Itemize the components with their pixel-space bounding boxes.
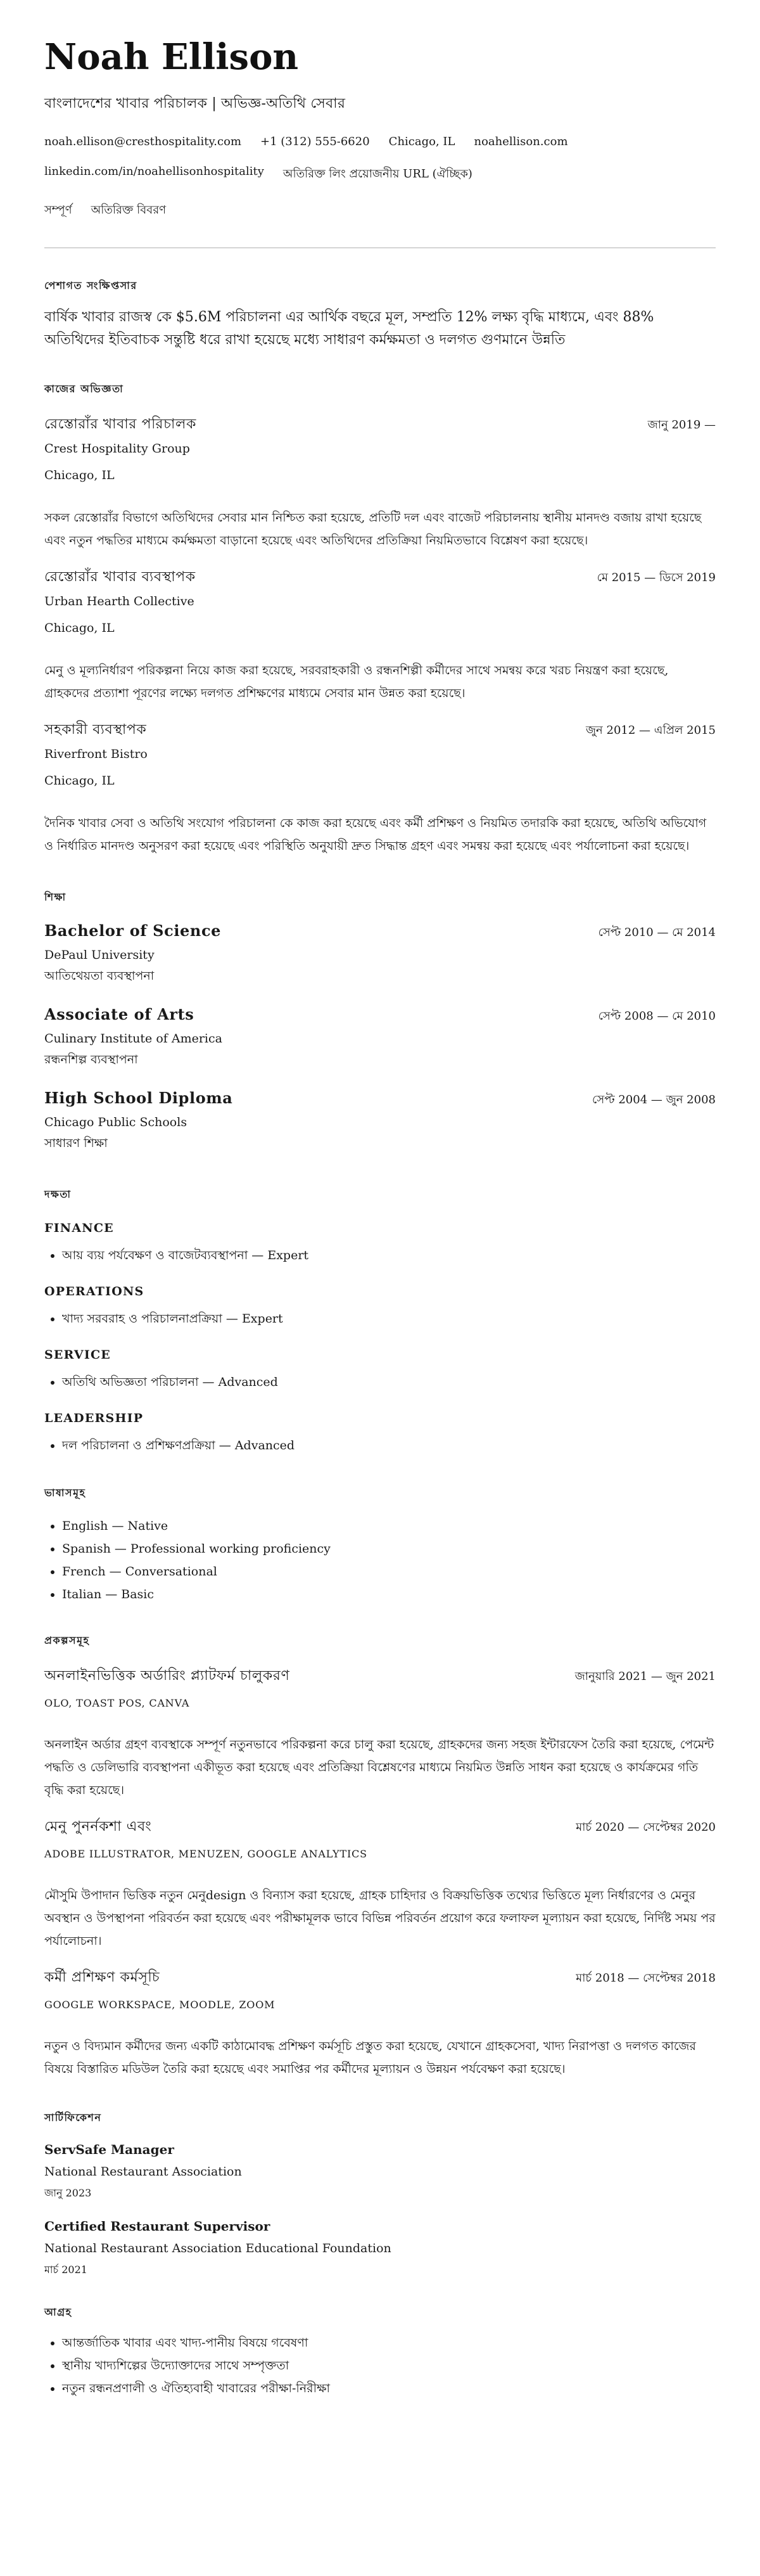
- skill-group: [44, 1285, 716, 1330]
- certification-entry: [44, 2142, 716, 2202]
- project-tech: ADOBE ILLUSTRATOR, MENUZEN, GOOGLE ANALYTICS: [44, 1848, 367, 1860]
- language-item: • English — Native: [62, 1515, 716, 1537]
- school-name: Chicago Public Schools: [44, 1115, 187, 1129]
- project-dates: মার্চ 2018 — সেপ্টেম্বর 2018: [576, 1971, 716, 1985]
- languages-heading: ভাষাসমূহ: [44, 1487, 86, 1499]
- company-name: Riverfront Bistro: [44, 747, 148, 761]
- field-of-study: সাধারণ শিক্ষা: [44, 1136, 108, 1150]
- project-entry: [44, 1816, 716, 1952]
- email-link[interactable]: noah.ellison@cresthospitality.com: [44, 135, 242, 148]
- field-of-study: রন্ধনশিল্প ব্যবস্থাপনা: [44, 1053, 138, 1067]
- company-name: Crest Hospitality Group: [44, 442, 190, 456]
- projects-section: [44, 1632, 716, 2080]
- skills-section: [44, 1186, 716, 1457]
- education-dates: সেপ্ট 2008 — মে 2010: [598, 1009, 716, 1023]
- phone-text: +1 (312) 555-6620: [260, 135, 370, 148]
- certification-org: National Restaurant Association Educational Foundation: [44, 2241, 391, 2255]
- header-divider: [44, 247, 716, 248]
- job-title: রেস্তোরাঁর খাবার পরিচালক: [44, 416, 196, 432]
- skill-group: [44, 1411, 716, 1457]
- skill-item: • খাদ্য সরবরাহ ও পরিচালনাপ্রক্রিয়া — Expert: [62, 1307, 716, 1330]
- contact-row-secondary: [44, 165, 716, 184]
- skill-item: • আয় ব্যয় পর্যবেক্ষণ ও বাজেটব্যবস্থাপনা — Expert: [62, 1244, 716, 1267]
- project-name: মেনু পুনর্নকশা এবং: [44, 1819, 152, 1835]
- experience-heading: কাজের অভিজ্ঞতা: [44, 383, 124, 395]
- skill-item: • অতিথি অভিজ্ঞতা পরিচালনা — Advanced: [62, 1371, 716, 1394]
- contact-row-tertiary: [44, 201, 716, 221]
- language-item: • Spanish — Professional working proficiency: [62, 1537, 716, 1560]
- education-entry: [44, 1089, 716, 1155]
- job-location: Chicago, IL: [44, 468, 115, 482]
- school-name: DePaul University: [44, 948, 155, 962]
- job-location: Chicago, IL: [44, 774, 115, 788]
- summary-heading: পেশাগত সংক্ষিপ্তসার: [44, 279, 137, 292]
- certification-org: National Restaurant Association: [44, 2165, 242, 2179]
- school-name: Culinary Institute of America: [44, 1032, 222, 1046]
- experience-entry: [44, 719, 716, 857]
- interests-heading: আগ্রহ: [44, 2306, 72, 2318]
- language-item: • Italian — Basic: [62, 1583, 716, 1606]
- experience-entry: [44, 566, 716, 705]
- job-description: সকল রেস্তোরাঁর বিভাগে অতিথিদের সেবার মান নিশ্চিত করা হয়েছে, প্রতিটি দল এবং বাজেট পরিচালনায় স্থানীয় মানদণ্ড বজায় রাখা হয়েছে এবং নতুন পদ্ধতির মাধ্যমে কর্মক্ষমতা বাড়ানো হয়েছে এবং অতিথিদের প্রতিক্রিয়া নিয়মিতভাবে বিশ্লেষণ করা হয়েছে।: [44, 511, 702, 548]
- project-description: অনলাইন অর্ডার গ্রহণ ব্যবস্থাকে সম্পূর্ণ নতুনভাবে পরিকল্পনা করে চালু করা হয়েছে, গ্রাহকদের জন্য সহজ ইন্টারফেস তৈরি করা হয়েছে, পেমেন্ট পদ্ধতি ও ডেলিভারি ব্যবস্থাপনা একীভূত করা হয়েছে এবং প্রতিক্রিয়া বিশ্লেষণের মাধ্যমে নিয়মিত উন্নতি সাধন করা হয়েছে ও কার্যক্রমের গতি বৃদ্ধি করা হয়েছে।: [44, 1738, 714, 1797]
- certification-date: মার্চ 2021: [44, 2264, 87, 2276]
- projects-heading: প্রকল্পসমূহ: [44, 1634, 90, 1646]
- education-dates: সেপ্ট 2010 — মে 2014: [598, 926, 716, 939]
- degree-name: Bachelor of Science: [44, 921, 222, 940]
- project-dates: জানুয়ারি 2021 — জুন 2021: [574, 1670, 716, 1683]
- skill-item: • দল পরিচালনা ও প্রশিক্ষণপ্রক্রিয়া — Advanced: [62, 1434, 716, 1457]
- job-dates: জানু 2019 —: [647, 418, 716, 432]
- project-name: অনলাইনভিত্তিক অর্ডারিং প্ল্যাটফর্ম চালুকরণ: [44, 1668, 290, 1684]
- certifications-heading: সার্টিফিকেশন: [44, 2111, 102, 2124]
- skill-category: OPERATIONS: [44, 1285, 144, 1298]
- job-location: Chicago, IL: [44, 621, 115, 635]
- education-section: [44, 889, 716, 1155]
- project-description: নতুন ও বিদ্যমান কর্মীদের জন্য একটি কাঠামোবদ্ধ প্রশিক্ষণ কর্মসূচি প্রস্তুত করা হয়েছে, যেখানে গ্রাহকসেবা, খাদ্য নিরাপত্তা ও দলগত কাজের বিষয়ে বিস্তারিত মডিউল তৈরি করা হয়েছে এবং সমাপ্তির পর কর্মীদের মূল্যায়ন ও উন্নয়ন পর্যবেক্ষণ করা হয়েছে।: [44, 2039, 696, 2076]
- skill-group: [44, 1348, 716, 1394]
- certification-entry: [44, 2219, 716, 2279]
- project-description: মৌসুমি উপাদান ভিত্তিক নতুন মেনুdesign ও বিন্যাস করা হয়েছে, গ্রাহক চাহিদার ও বিক্রয়ভিত্তিক তথ্যের ভিত্তিতে মূল্য নির্ধারণের ও মেনুর অবস্থান ও উপস্থাপনা পরিবর্তন করা হয়েছে এবং পরীক্ষামূলক ভাবে বিভিন্ন পরিবর্তন প্রয়োগ করে ফলাফল মূল্যায়ন করা হয়েছে, নির্দিষ্ট সময় পর পর্যালোচনা।: [44, 1888, 716, 1948]
- education-entry: [44, 1005, 716, 1071]
- skill-group: [44, 1221, 716, 1267]
- linkedin-link[interactable]: linkedin.com/in/noahellisonhospitality: [44, 165, 264, 178]
- experience-section: [44, 381, 716, 857]
- company-name: Urban Hearth Collective: [44, 594, 194, 608]
- project-tech: OLO, TOAST POS, CANVA: [44, 1697, 190, 1709]
- interest-item: • আন্তর্জাতিক খাবার এবং খাদ্য-পানীয় বিষয়ে গবেষণা: [62, 2331, 716, 2354]
- interest-item: • নতুন রন্ধনপ্রণালী ও ঐতিহ্যবাহী খাবারের পরীক্ষা-নিরীক্ষা: [62, 2377, 716, 2400]
- headline: বাংলাদেশের খাবার পরিচালক | অভিজ্ঞ-অতিথি সেবার: [44, 96, 346, 112]
- certification-name: Certified Restaurant Supervisor: [44, 2219, 270, 2234]
- extra-detail-2: অতিরিক্ত বিবরণ: [91, 203, 167, 217]
- contact-row-primary: [44, 135, 716, 148]
- language-item: • French — Conversational: [62, 1560, 716, 1583]
- education-dates: সেপ্ট 2004 — জুন 2008: [592, 1093, 716, 1106]
- project-tech: GOOGLE WORKSPACE, MOODLE, ZOOM: [44, 1999, 276, 2011]
- certification-name: ServSafe Manager: [44, 2142, 174, 2157]
- education-heading: শিক্ষা: [44, 891, 66, 903]
- job-title: রেস্তোরাঁর খাবার ব্যবস্থাপক: [44, 569, 196, 585]
- summary-section: [44, 278, 716, 352]
- job-dates: জুন 2012 — এপ্রিল 2015: [585, 724, 716, 737]
- job-title: সহকারী ব্যবস্থাপক: [44, 722, 147, 738]
- location-text: Chicago, IL: [388, 135, 455, 148]
- website-link[interactable]: noahellison.com: [474, 135, 568, 148]
- skill-category: SERVICE: [44, 1348, 111, 1362]
- degree-name: Associate of Arts: [44, 1005, 194, 1023]
- skills-heading: দক্ষতা: [44, 1188, 72, 1200]
- skill-category: FINANCE: [44, 1221, 114, 1235]
- extra-detail-1: সম্পূর্ণ: [44, 203, 72, 217]
- skill-category: LEADERSHIP: [44, 1411, 144, 1425]
- interest-item: • স্থানীয় খাদ্যশিল্পের উদ্যোক্তাদের সাথে সম্পৃক্ততা: [62, 2354, 716, 2377]
- extra-link[interactable]: অতিরিক্ত লিং প্রয়োজনীয় URL (ঐচ্ছিক): [282, 167, 472, 181]
- field-of-study: আতিথেয়তা ব্যবস্থাপনা: [44, 969, 155, 983]
- interests-section: [44, 2304, 716, 2400]
- candidate-name: Noah Ellison: [44, 36, 299, 78]
- project-dates: মার্চ 2020 — সেপ্টেম্বর 2020: [576, 1821, 716, 1834]
- experience-entry: [44, 413, 716, 552]
- degree-name: High School Diploma: [44, 1089, 233, 1107]
- project-name: কর্মী প্রশিক্ষণ কর্মসূচি: [44, 1970, 160, 1985]
- education-entry: [44, 921, 716, 987]
- certification-date: জানু 2023: [44, 2187, 92, 2199]
- languages-section: [44, 1485, 716, 1606]
- job-description: মেনু ও মূল্যনির্ধারণ পরিকল্পনা নিয়ে কাজ করা হয়েছে, সরবরাহকারী ও রন্ধনশিল্পী কর্মীদের সাথে সমন্বয় করে খরচ নিয়ন্ত্রণ করা হয়েছে, গ্রাহকদের প্রত্যাশা পূরণের লক্ষ্যে দলগত প্রশিক্ষণের মাধ্যমে সেবার মান উন্নত করা হয়েছে।: [44, 663, 669, 700]
- project-entry: [44, 1665, 716, 1802]
- job-description: দৈনিক খাবার সেবা ও অতিথি সংযোগ পরিচালনা কে কাজ করা হয়েছে এবং কর্মী প্রশিক্ষণ ও নিয়মিত তদারকি করা হয়েছে, অতিথি অভিযোগ ও নির্ধারিত মানদণ্ড অনুসরণ করা হয়েছে এবং পরিস্থিতি অনুযায়ী দ্রুত সিদ্ধান্ত গ্রহণ এবং সমন্বয় করা হয়েছে এবং পর্যালোচনা করা হয়েছে।: [44, 816, 707, 853]
- summary-text: বার্ষিক খাবার রাজস্ব কে $5.6M পরিচালনা এর আর্থিক বছরে মূল, সম্প্রতি 12% লক্ষ্য বৃদ্ধি মাধ্যমে, এবং 88% অতিথিদের ইতিবাচক সন্তুষ্টি ধরে রাখা হয়েছে মধ্যে সাধারণ কর্মক্ষমতা ও দলগত গুণমানে উন্নতি: [44, 309, 654, 348]
- job-dates: মে 2015 — ডিসে 2019: [597, 571, 716, 584]
- certifications-section: [44, 2110, 716, 2279]
- project-entry: [44, 1966, 716, 2080]
